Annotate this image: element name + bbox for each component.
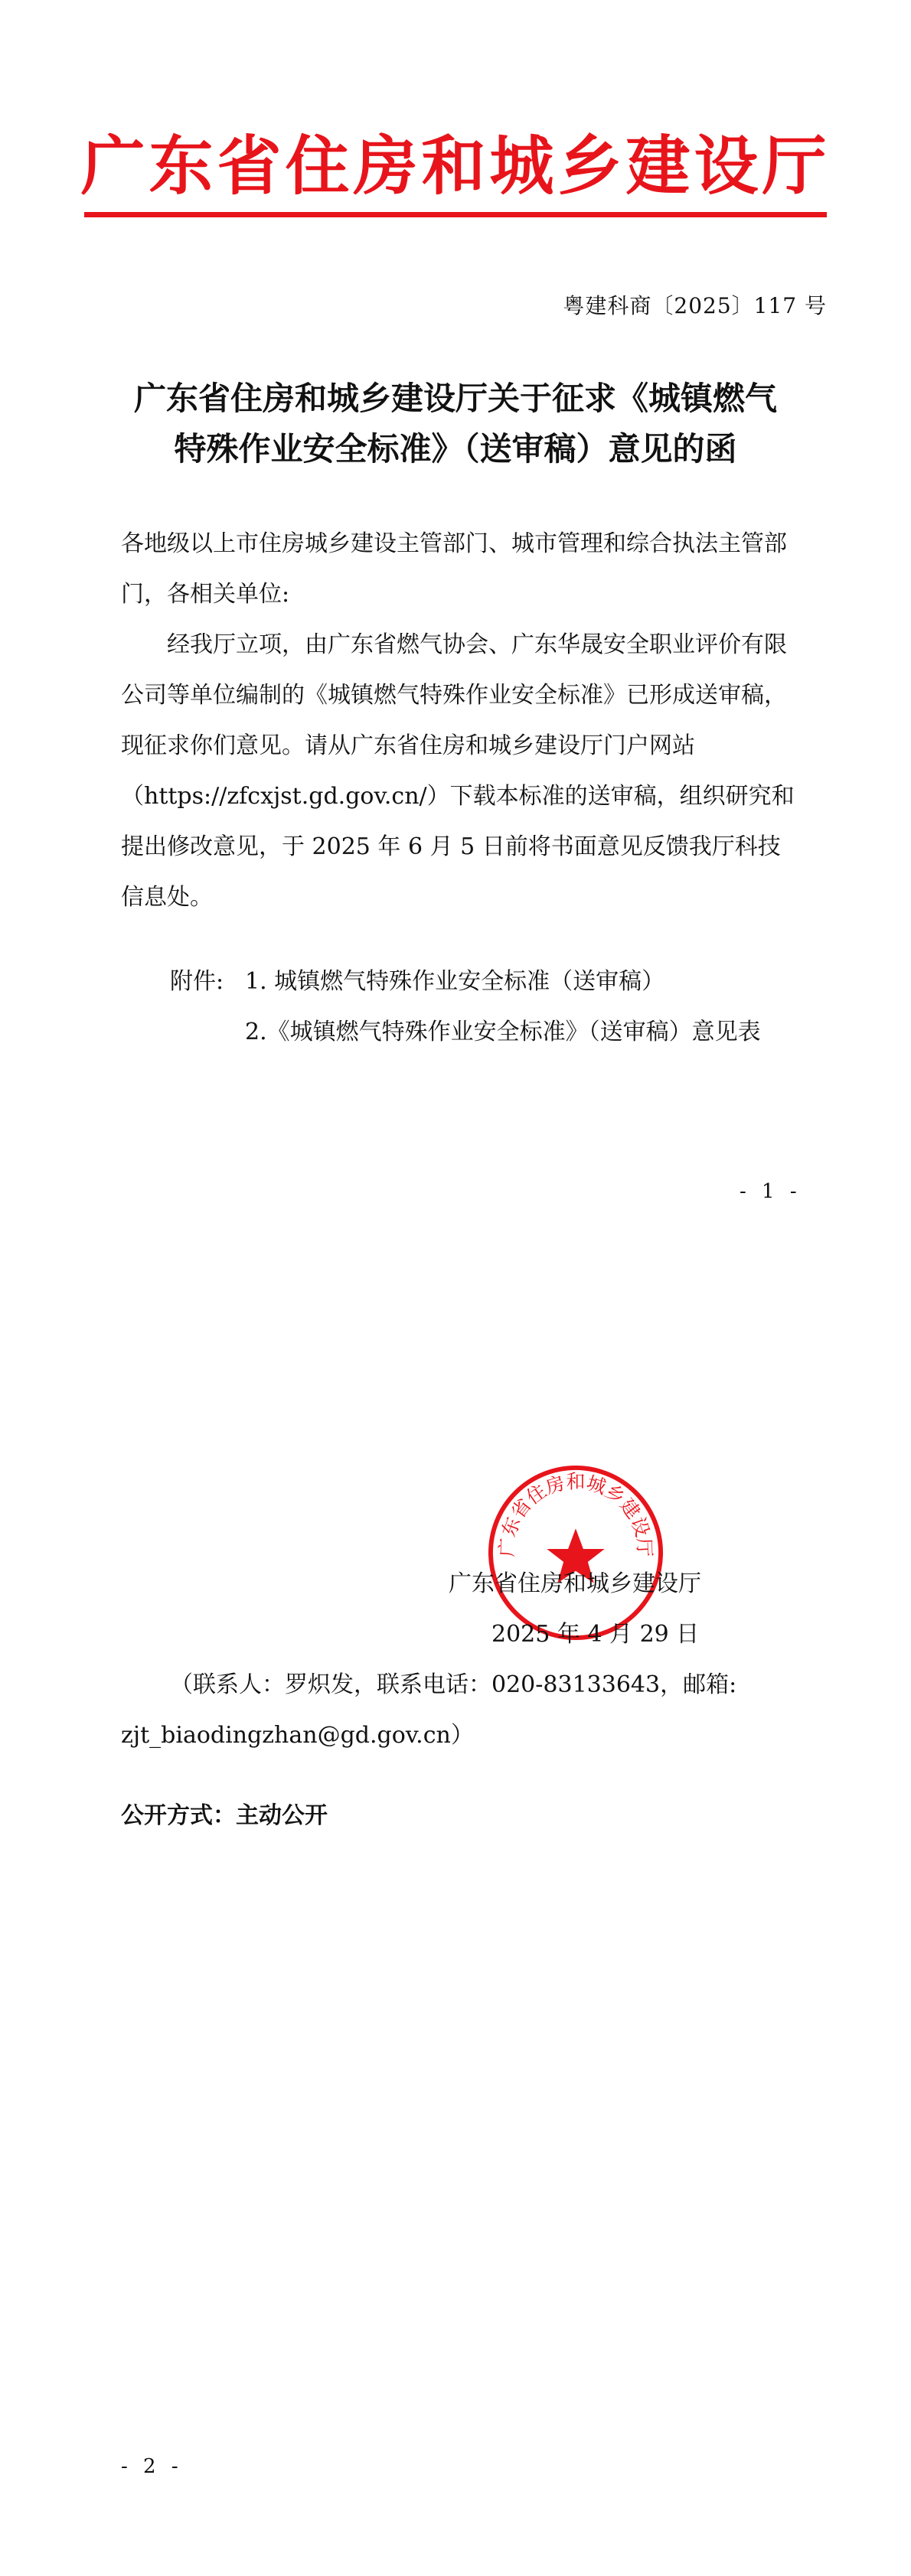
page-number-2: - 2 - <box>121 2455 183 2478</box>
attachments-label: 附件: <box>170 968 224 995</box>
body-text: 经我厅立项，由广东省燃气协会、广东华晟安全职业评价有限公司等单位编制的《城镇燃气特殊作业安全标准》已形成送审稿，现征求你们意见。请从广东省住房和城乡建设厅门户网站（https://zfcxjst.gd.gov.cn/）下载本标准的送审稿，组织研究和提出修改意见，于 2025 年 6 月 5 日前将书面意见反馈我厅科技信息处。 <box>121 631 795 911</box>
attachment-item-1: 1. 城镇燃气特殊作业安全标准（送审稿） <box>245 968 665 995</box>
recipients-paragraph <box>121 519 798 620</box>
document-title-line-2: 特殊作业安全标准》（送审稿）意见的函 <box>174 430 737 468</box>
attachment-item-2: 2.《城镇燃气特殊作业安全标准》（送审稿）意见表 <box>245 1019 761 1045</box>
signature-agency: 广东省住房和城乡建设厅 <box>449 1570 701 1597</box>
body-paragraph <box>121 620 798 923</box>
document-number: 粤建科商〔2025〕117 号 <box>563 293 827 318</box>
contact-line-1: （联系人：罗炽发，联系电话：020-83133643，邮箱: <box>170 1671 737 1698</box>
contact-line-2: zjt_biaodingzhan@gd.gov.cn） <box>121 1722 474 1749</box>
page-number-1: - 1 - <box>740 1180 802 1203</box>
document-title-line-1: 广东省住房和城乡建设厅关于征求《城镇燃气 <box>133 380 777 417</box>
recipients-text: 各地级以上市住房城乡建设主管部门、城市管理和综合执法主管部门，各相关单位: <box>121 530 787 608</box>
disclosure-label: 公开方式：主动公开 <box>121 1802 328 1829</box>
seal-text: 广东省住房和城乡建设厅 <box>495 1470 656 1558</box>
document-title <box>84 373 827 474</box>
agency-header-title: 广东省住房和城乡建设厅 <box>80 128 831 204</box>
signature-date: 2025 年 4 月 29 日 <box>491 1621 700 1648</box>
red-divider-rule <box>84 212 827 217</box>
